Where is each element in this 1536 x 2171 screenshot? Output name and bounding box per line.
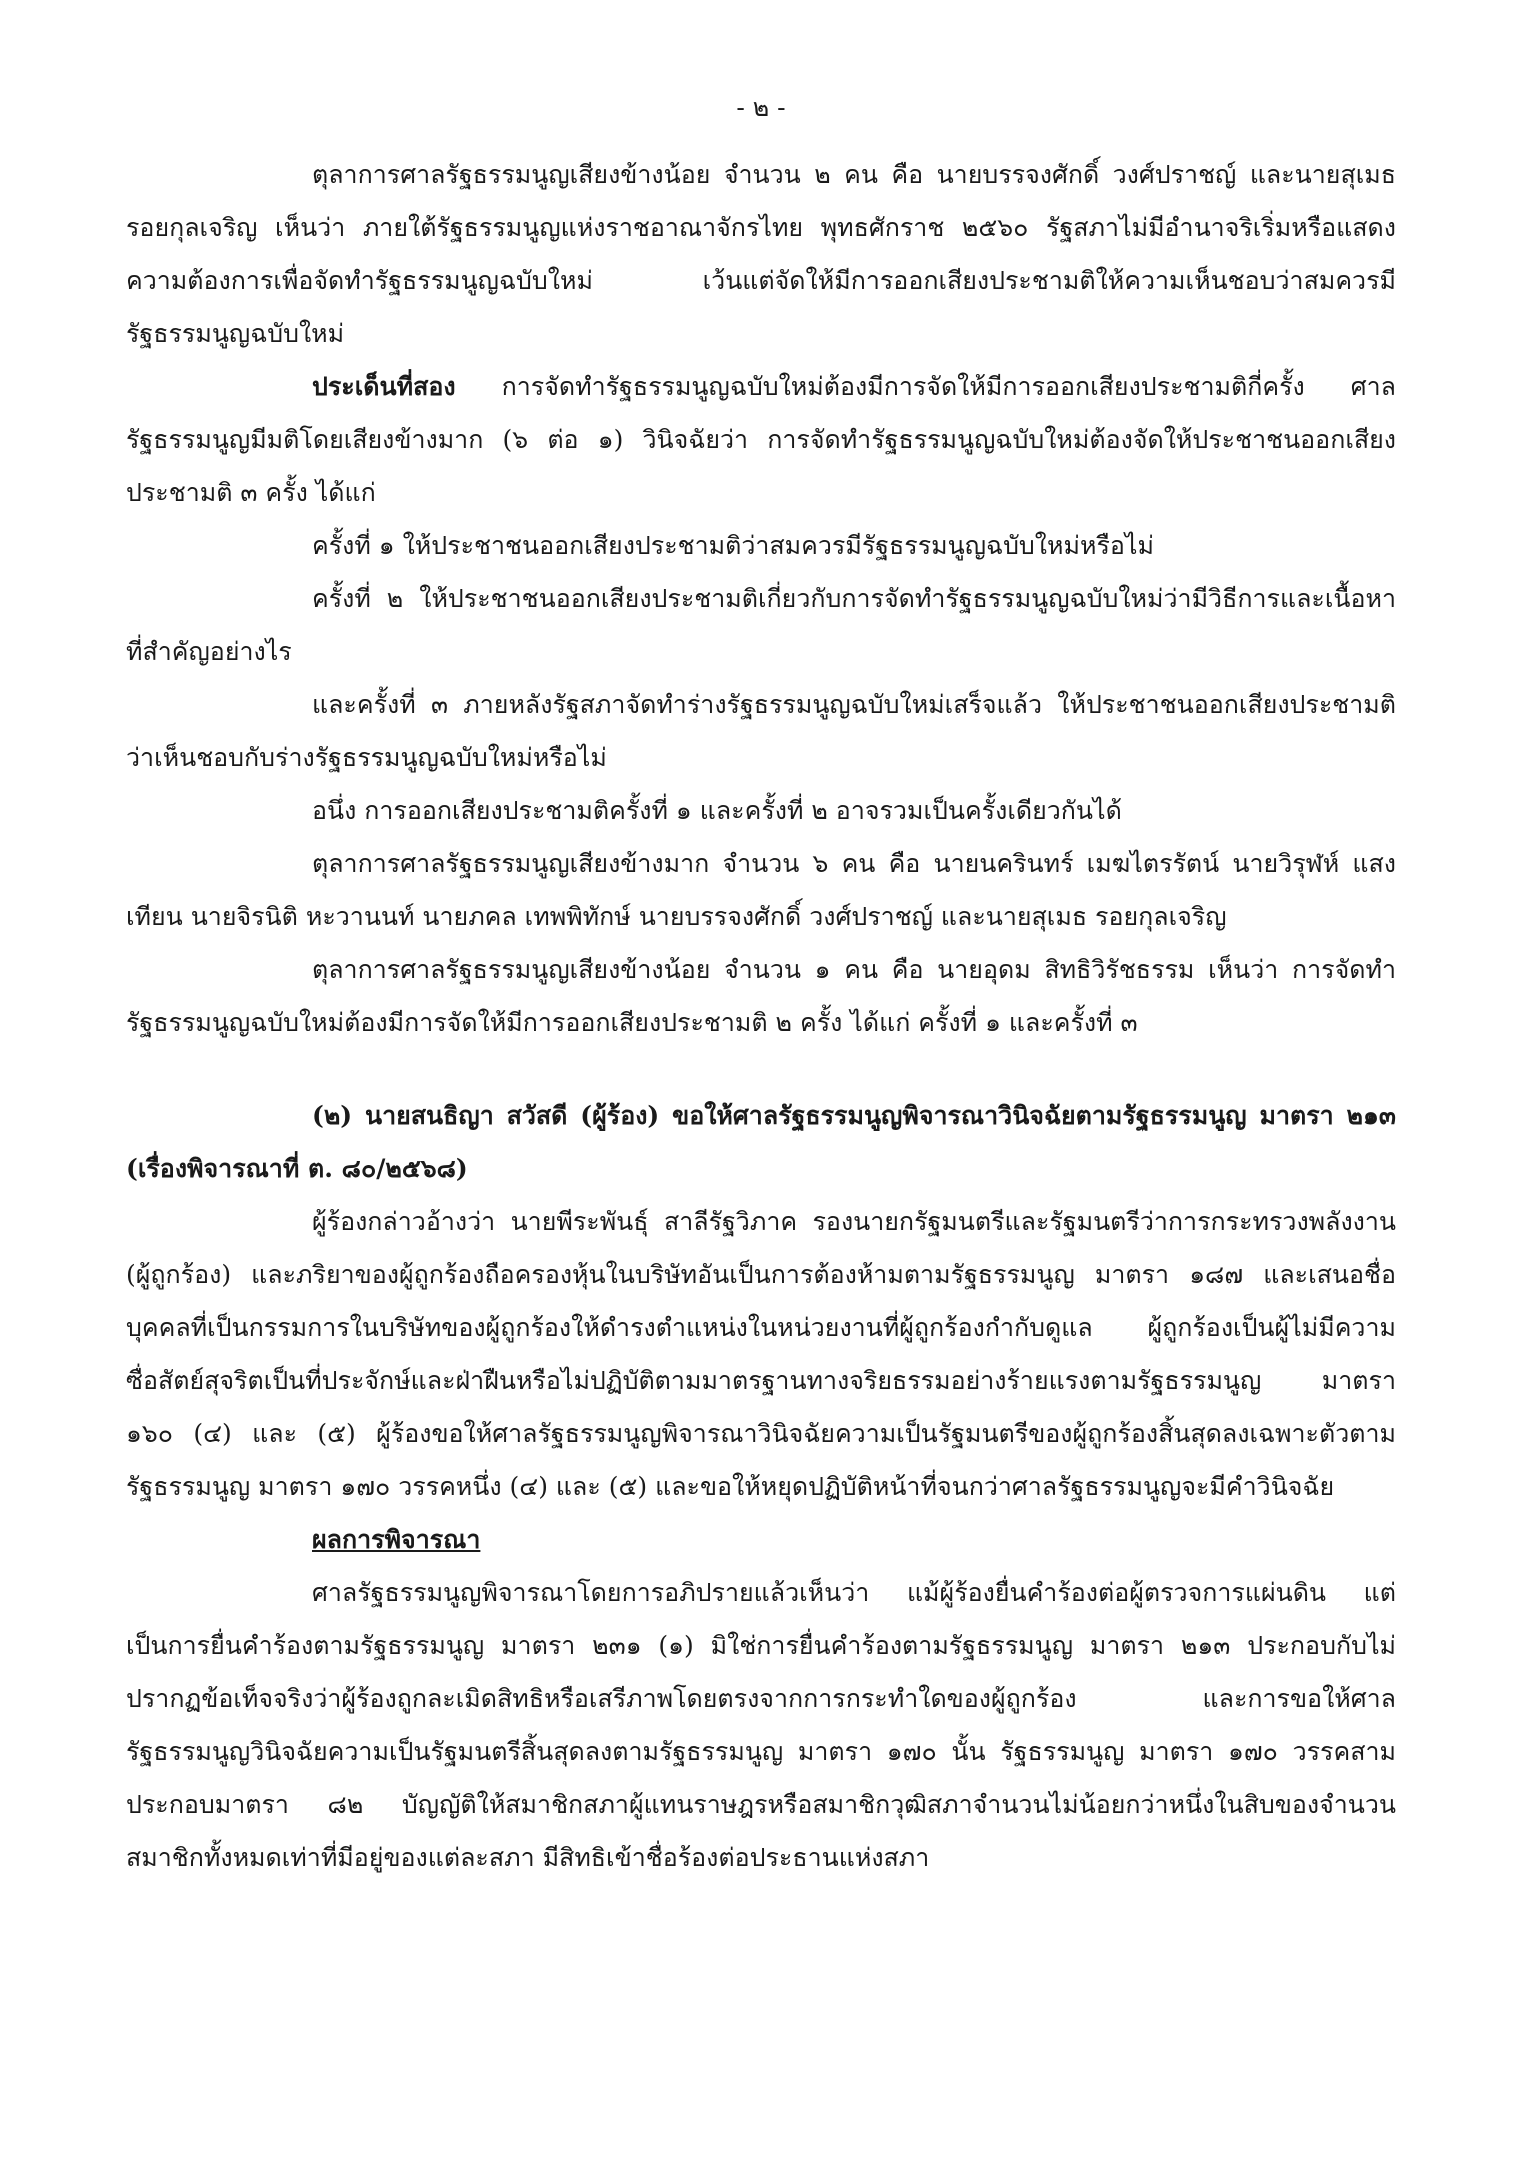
paragraph-referendum-1: ครั้งที่ ๑ ให้ประชาชนออกเสียงประชามติว่าสมควรมีรัฐธรรมนูญฉบับใหม่หรือไม่ [312, 531, 1154, 560]
paragraph-court-consideration: ศาลรัฐธรรมนูญพิจารณาโดยการอภิปรายแล้วเห็นว่า แม้ผู้ร้องยื่นคำร้องต่อผู้ตรวจการแผ่นดิน แต่เป็นการยื่นคำร้องตามรัฐธรรมนูญ มาตรา ๒๓๑ (๑) มิใช่การยื่นคำร้องตามรัฐธรรมนูญ มาตรา ๒๑๓ ประกอบกับไม่ปรากฏข้อเท็จจริงว่าผู้ร้องถูกละเมิดสิทธิหรือเสรีภาพโดยตรงจากการกระทำใดของผู้ถูกร้อง และการขอให้ศาลรัฐธรรมนูญวินิจฉัยความเป็นรัฐมนตรีสิ้นสุดลงตามรัฐธรรมนูญ มาตรา ๑๗๐ นั้น รัฐธรรมนูญ มาตรา ๑๗๐ วรรคสาม ประกอบมาตรา ๘๒ บัญญัติให้สมาชิกสภาผู้แทนราษฎรหรือสมาชิกวุฒิสภาจำนวนไม่น้อยกว่าหนึ่งในสิบของจำนวนสมาชิกทั้งหมดเท่าที่มีอยู่ของแต่ละสภา มีสิทธิเข้าชื่อร้องต่อประธานแห่งสภา [126, 1578, 1396, 1872]
issue-two-text: การจัดทำรัฐธรรมนูญฉบับใหม่ต้องมีการจัดให้มีการออกเสียงประชามติกี่ครั้ง ศาลรัฐธรรมนูญมีมติโดยเสียงข้างมาก (๖ ต่อ ๑) วินิจฉัยว่า การจัดทำรัฐธรรมนูญฉบับใหม่ต้องจัดให้ประชาชนออกเสียงประชามติ ๓ ครั้ง ได้แก่ [126, 372, 1396, 507]
issue-two-label: ประเด็นที่สอง [312, 372, 456, 401]
paragraph-minority-opinion-1: ตุลาการศาลรัฐธรรมนูญเสียงข้างน้อย จำนวน ๒ คน คือ นายบรรจงศักดิ์ วงศ์ปราชญ์ และนายสุเมธ รอยกุลเจริญ เห็นว่า ภายใต้รัฐธรรมนูญแห่งราชอาณาจักรไทย พุทธศักราช ๒๕๖๐ รัฐสภาไม่มีอำนาจริเริ่มหรือแสดงความต้องการเพื่อจัดทำรัฐธรรมนูญฉบับใหม่ เว้นแต่จัดให้มีการออกเสียงประชามติให้ความเห็นชอบว่าสมควรมีรัฐธรรมนูญฉบับใหม่ [126, 160, 1396, 348]
page-number: - ๒ - [736, 93, 786, 122]
paragraph-minority-opinion-2: ตุลาการศาลรัฐธรรมนูญเสียงข้างน้อย จำนวน ๑ คน คือ นายอุดม สิทธิวิรัชธรรม เห็นว่า การจัดทำรัฐธรรมนูญฉบับใหม่ต้องมีการจัดให้มีการออกเสียงประชามติ ๒ ครั้ง ได้แก่ ครั้งที่ ๑ และครั้งที่ ๓ [126, 955, 1396, 1037]
paragraph-issue-two [126, 360, 1396, 519]
paragraph-referendum-2: ครั้งที่ ๒ ให้ประชาชนออกเสียงประชามติเกี่ยวกับการจัดทำรัฐธรรมนูญฉบับใหม่ว่ามีวิธีการและเนื้อหาที่สำคัญอย่างไร [126, 584, 1396, 666]
paragraph-petition-claim: ผู้ร้องกล่าวอ้างว่า นายพีระพันธุ์ สาลีรัฐวิภาค รองนายกรัฐมนตรีและรัฐมนตรีว่าการกระทรวงพลังงาน (ผู้ถูกร้อง) และภริยาของผู้ถูกร้องถือครองหุ้นในบริษัทอันเป็นการต้องห้ามตามรัฐธรรมนูญ มาตรา ๑๘๗ และเสนอชื่อบุคคลที่เป็นกรรมการในบริษัทของผู้ถูกร้องให้ดำรงตำแหน่งในหน่วยงานที่ผู้ถูกร้องกำกับดูแล ผู้ถูกร้องเป็นผู้ไม่มีความซื่อสัตย์สุจริตเป็นที่ประจักษ์และฝ่าฝืนหรือไม่ปฏิบัติตามมาตรฐานทางจริยธรรมอย่างร้ายแรงตามรัฐธรรมนูญ มาตรา ๑๖๐ (๔) และ (๕) ผู้ร้องขอให้ศาลรัฐธรรมนูญพิจารณาวินิจฉัยความเป็นรัฐมนตรีของผู้ถูกร้องสิ้นสุดลงเฉพาะตัวตามรัฐธรรมนูญ มาตรา ๑๗๐ วรรคหนึ่ง (๔) และ (๕) และขอให้หยุดปฏิบัติหน้าที่จนกว่าศาลรัฐธรรมนูญจะมีคำวินิจฉัย [126, 1207, 1396, 1501]
result-heading-line [126, 1513, 1396, 1566]
paragraph-combine-note: อนึ่ง การออกเสียงประชามติครั้งที่ ๑ และครั้งที่ ๒ อาจรวมเป็นครั้งเดียวกันได้ [312, 796, 1122, 825]
case-two-heading: (๒) นายสนธิญา สวัสดี (ผู้ร้อง) ขอให้ศาลรัฐธรรมนูญพิจารณาวินิจฉัยตามรัฐธรรมนูญ มาตรา ๒๑๓ (เรื่องพิจารณาที่ ต. ๘๐/๒๕๖๘) [126, 1101, 1396, 1183]
paragraph-majority-judges: ตุลาการศาลรัฐธรรมนูญเสียงข้างมาก จำนวน ๖ คน คือ นายนครินทร์ เมฆไตรรัตน์ นายวิรุฬห์ แสงเทียน นายจิรนิติ หะวานนท์ นายภคล เทพพิทักษ์ นายบรรจงศักดิ์ วงศ์ปราชญ์ และนายสุเมธ รอยกุลเจริญ [126, 849, 1396, 931]
paragraph-referendum-3: และครั้งที่ ๓ ภายหลังรัฐสภาจัดทำร่างรัฐธรรมนูญฉบับใหม่เสร็จแล้ว ให้ประชาชนออกเสียงประชามติว่าเห็นชอบกับร่างรัฐธรรมนูญฉบับใหม่หรือไม่ [126, 690, 1396, 772]
result-heading: ผลการพิจารณา [312, 1525, 481, 1554]
